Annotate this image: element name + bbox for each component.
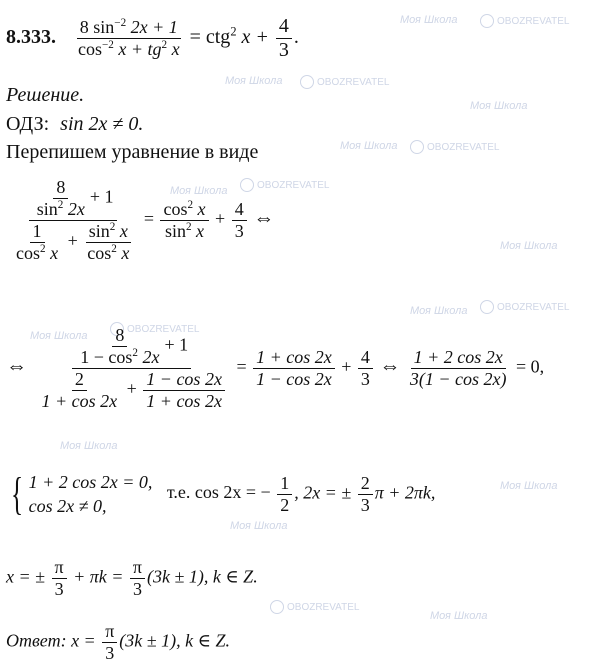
compound-numerator: $\frac{8}{1 - \cos^2 2x}$ + 1 <box>72 326 191 369</box>
watermark-brand: Моя Школа <box>340 140 398 152</box>
answer-label: Ответ: <box>6 630 67 651</box>
system-eq1: 1 + 2 cos 2x = 0, <box>28 472 153 492</box>
rhs-text: = ctg <box>189 26 231 49</box>
fraction-numerator: 1 <box>277 474 292 495</box>
watermark-brand: Моя Школа <box>470 100 528 112</box>
fraction-denominator: $\cos^2 x$ <box>16 242 59 263</box>
fraction-denominator: 3 <box>234 220 244 241</box>
fraction-numerator: 4 <box>232 200 247 221</box>
watermark-site: OBOZREVATEL <box>270 600 359 614</box>
fraction-denominator: 3 <box>360 494 370 515</box>
odz-text: sin 2x ≠ 0. <box>60 113 144 135</box>
watermark-site: OBOZREVATEL <box>410 140 499 154</box>
plus-sign: + <box>341 356 352 377</box>
plus-sign: + <box>215 208 226 229</box>
fraction-numerator: π <box>52 558 67 579</box>
inner-fraction <box>143 370 225 411</box>
watermark-site: OBOZREVATEL <box>480 300 569 314</box>
iff-arrow: ⇔ <box>379 353 401 378</box>
fraction-numerator: 4 <box>276 16 292 39</box>
odz-line <box>6 113 143 136</box>
rewrite-text: Перепишем уравнение в виде <box>6 141 259 163</box>
result-fraction <box>407 348 510 389</box>
problem-line <box>6 16 299 61</box>
solution-label: Решение. <box>6 84 85 106</box>
odz-label: ОДЗ: <box>6 113 50 135</box>
watermark-logo-icon <box>270 600 284 614</box>
equals-sign: = <box>236 356 247 377</box>
fraction-numerator: 8 <box>53 178 68 199</box>
fraction-numerator: 1 + cos 2x <box>253 348 335 369</box>
result-line <box>6 558 258 599</box>
fraction-numerator: 8 <box>112 326 127 347</box>
fraction-numerator: 2 <box>72 370 87 391</box>
problem-lhs-fraction <box>75 18 183 59</box>
fraction-denominator: 3 <box>132 578 142 599</box>
rhs-mid: x + <box>241 26 269 49</box>
rhs-fraction-2 <box>232 200 247 241</box>
fraction-denominator: $\cos^2 x$ <box>87 242 130 263</box>
result-fraction-2 <box>130 558 145 599</box>
result-fraction-1 <box>52 558 67 599</box>
fraction-numerator: 2 <box>358 474 373 495</box>
watermark-brand: Моя Школа <box>410 305 468 317</box>
iff-arrow: ⇔ <box>253 205 275 230</box>
problem-number: 8.333. <box>6 26 56 49</box>
fraction-numerator: 1 + 2 cos 2x <box>411 348 506 369</box>
step1-compound-fraction <box>8 178 137 263</box>
iff-arrow: ⇔ <box>6 353 27 378</box>
fraction-denominator: 1 − cos 2x <box>256 368 332 389</box>
compound-denominator: $\frac{2}{1 + \cos 2x}$ + $\frac{1 - \cos 2x}{1 + \cos 2x}$ <box>34 369 230 411</box>
watermark-logo-icon <box>410 140 424 154</box>
watermark-brand: Моя Школа <box>400 14 458 26</box>
fraction-denominator: 1 + cos 2x <box>41 390 118 411</box>
fraction-numerator: 1 <box>30 222 45 243</box>
sol-text: , 2x = ± <box>294 482 352 503</box>
equals-zero: = 0, <box>516 356 545 377</box>
inner-fraction <box>34 178 88 219</box>
watermark-site: OBOZREVATEL <box>300 75 389 89</box>
inner-fraction <box>84 222 132 263</box>
fraction-numerator: π <box>102 622 117 643</box>
fraction-denominator: 1 + cos 2x <box>146 390 222 411</box>
fraction-denominator: $1 - \cos^2 2x$ <box>80 346 160 367</box>
watermark-site: OBOZREVATEL <box>240 178 329 192</box>
watermark-logo-icon <box>480 14 494 28</box>
system-line <box>6 470 435 519</box>
result-start: x = ± <box>6 566 46 587</box>
fraction-denominator: 3(1 − cos 2x) <box>409 368 507 389</box>
equation-system <box>29 470 153 519</box>
sol-end: π + 2πk, <box>374 482 436 503</box>
brace-icon: { <box>10 468 24 520</box>
fraction-numerator: $\sin^2 x$ <box>86 222 131 243</box>
fraction-denominator: 3 <box>54 578 64 599</box>
rhs-exponent: 2 <box>230 24 237 39</box>
answer-fraction <box>102 622 117 663</box>
fraction-numerator: $\cos^2 x$ <box>160 200 208 221</box>
watermark-brand: Моя Школа <box>30 330 88 342</box>
fraction-denominator: 3 <box>278 39 289 61</box>
watermark-brand: Моя Школа <box>500 480 558 492</box>
answer-line <box>6 622 230 663</box>
middle-fraction <box>253 348 335 389</box>
rhs-end: . <box>293 26 299 49</box>
fraction-numerator: 8 $\sin^{-2} 2x + 1$ <box>77 18 181 39</box>
watermark-site: OBOZREVATEL <box>110 322 199 336</box>
equals-sign: = <box>143 208 154 229</box>
middle-fraction-2 <box>358 348 373 389</box>
fraction-denominator: $\cos^{-2} x + tg^2$ x <box>78 39 180 59</box>
step2-compound-fraction <box>34 326 230 411</box>
rhs-fraction <box>160 200 208 241</box>
te-fraction <box>277 474 292 515</box>
fraction-numerator: 4 <box>358 348 373 369</box>
compound-numerator: $\frac{8}{\sin^2 2x}$ + 1 <box>29 178 117 221</box>
watermark-brand: Моя Школа <box>170 185 228 197</box>
answer-end: (3k ± 1), k ∈ Z. <box>119 630 230 651</box>
watermark-brand: Моя Школа <box>225 75 283 87</box>
inner-fraction <box>13 222 61 263</box>
answer-start: x = <box>71 630 96 651</box>
watermark-logo-icon <box>300 75 314 89</box>
te-text: т.е. cos 2x = − <box>166 482 271 503</box>
fraction-denominator: 3 <box>105 642 115 663</box>
fraction-denominator: 2 <box>280 494 290 515</box>
step1-line <box>6 178 274 263</box>
fraction-denominator: 3 <box>360 368 370 389</box>
rhs-fraction <box>276 16 292 61</box>
watermark-brand: Моя Школа <box>60 440 118 452</box>
inner-fraction <box>77 326 162 367</box>
watermark-site: OBOZREVATEL <box>480 14 569 28</box>
inner-fraction <box>39 370 121 411</box>
result-mid: + πk = <box>73 566 124 587</box>
sol-fraction <box>358 474 373 515</box>
watermark-brand: Моя Школа <box>430 610 488 622</box>
fraction-numerator: 1 − cos 2x <box>143 370 225 391</box>
watermark-brand: Моя Школа <box>500 240 558 252</box>
fraction-numerator: π <box>130 558 145 579</box>
step2-line <box>6 326 544 411</box>
watermark-brand: Моя Школа <box>230 520 288 532</box>
system-eq2: cos 2x ≠ 0, <box>28 496 107 517</box>
compound-denominator: $\frac{1}{\cos^2 x}$ + $\frac{\sin^2 x}{\cos^2 x}$ <box>8 221 137 263</box>
watermark-logo-icon <box>480 300 494 314</box>
fraction-denominator: $\sin^2 x$ <box>164 220 205 241</box>
fraction-denominator: $\sin^2 2x$ <box>36 198 85 219</box>
result-end: (3k ± 1), k ∈ Z. <box>147 566 258 587</box>
